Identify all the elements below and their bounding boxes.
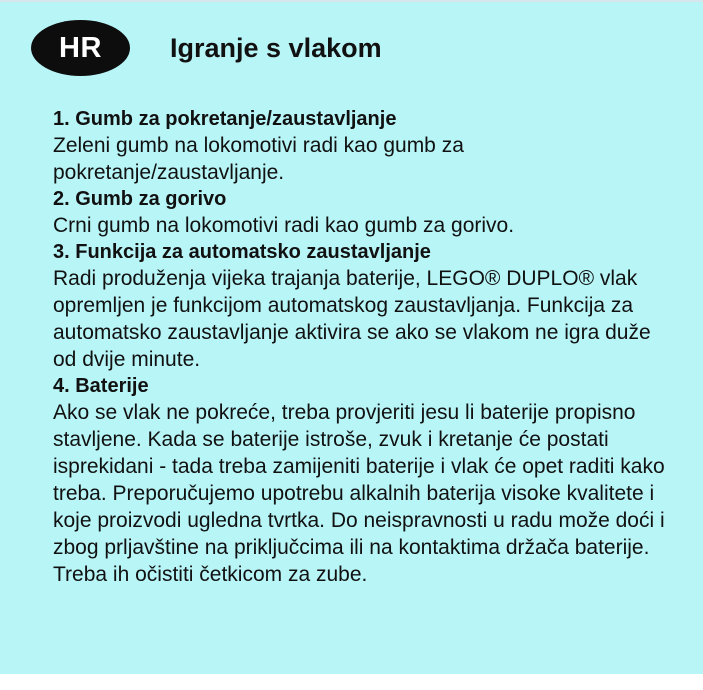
section-body-batteries: Ako se vlak ne pokreće, treba provjeriti jesu li baterije propisno stavljene. Kada se baterije istroše, zvuk i kretanje će postati isprekidani - tada treba zamijeniti baterije i vlak će opet raditi kako treba. Preporučujemo upotrebu alkalnih baterija visoke kvalitete i koje proizvodi ugledna tvrtka. Do neispravnosti u radu može doći i zbog prljavštine na priključcima ili na kontaktima držača baterije. Treba ih očistiti četkicom za zube.: [53, 401, 665, 586]
header: [31, 20, 382, 76]
section-body-fuel: Crni gumb na lokomotivi radi kao gumb za gorivo.: [53, 214, 515, 237]
instructions-content: [53, 106, 678, 588]
section-heading-start-stop: 1. Gumb za pokretanje/zaustavljanje: [53, 108, 397, 130]
section-heading-fuel: 2. Gumb za gorivo: [53, 188, 227, 210]
section-body-auto-stop: Radi produženja vijeka trajanja baterije, LEGO® DUPLO® vlak opremljen je funkcijom automatskog zaustavljanja. Funkcija za automatsko zaustavljanje aktivira se ako se vlakom ne igra duže od dvije minute.: [53, 267, 651, 371]
page-title: Igranje s vlakom: [170, 32, 382, 63]
section-heading-auto-stop: 3. Funkcija za automatsko zaustavljanje: [53, 241, 431, 263]
language-badge: HR: [31, 20, 130, 76]
section-body-start-stop: Zeleni gumb na lokomotivi radi kao gumb za pokretanje/zaustavljanje.: [53, 134, 464, 184]
section-heading-batteries: 4. Baterije: [53, 375, 149, 397]
